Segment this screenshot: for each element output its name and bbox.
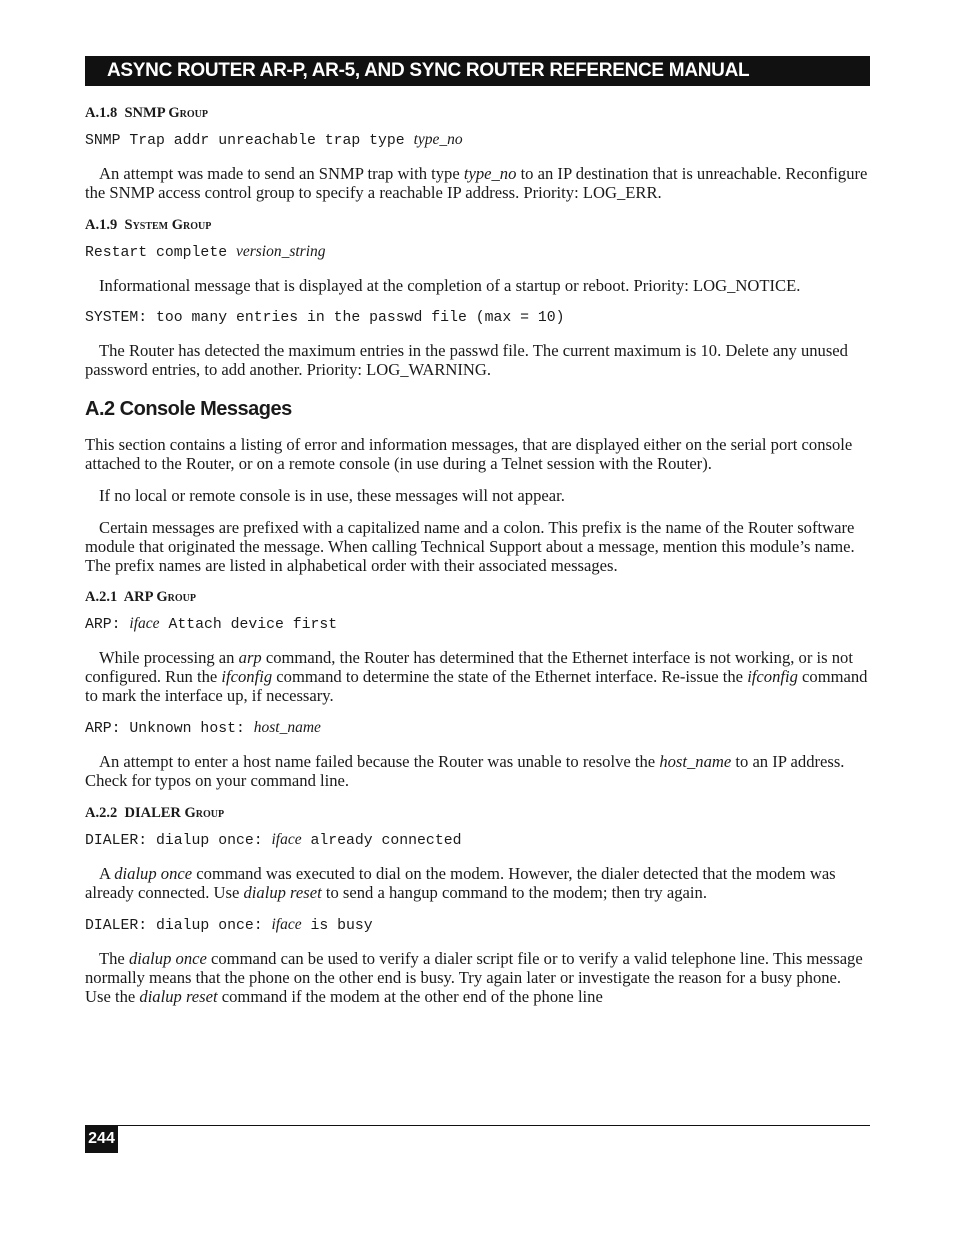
- message-code: [85, 718, 870, 739]
- message-code: [85, 915, 870, 936]
- message-code: [85, 308, 870, 328]
- paragraph: This section contains a listing of error and information messages, that are displayed either on the serial port console attached to the Router, or on a remote console (in use during a Telnet session with the Router).: [85, 435, 853, 473]
- subsection-name-smallcaps: roup: [195, 805, 225, 821]
- subsection-name-s: S: [124, 217, 133, 233]
- subsection-name: ARP G: [123, 589, 168, 605]
- message-description: Informational message that is displayed at the completion of a startup or reboot. Priority: LOG_NOTICE.: [99, 276, 801, 295]
- subsection-number: A.1.9: [85, 217, 118, 233]
- message-code: [85, 830, 870, 851]
- message-code-text: SNMP Trap addr unreachable trap type: [85, 133, 405, 149]
- desc-variable: dialup once: [128, 949, 207, 968]
- message-variable: type_no: [413, 131, 463, 148]
- subsection-heading-a22: [85, 804, 870, 822]
- desc-variable: ifconfig: [221, 667, 273, 686]
- desc-text: An attempt was made to send an SNMP trap with type: [99, 164, 460, 183]
- message-code-text: ARP:: [85, 617, 121, 633]
- message-code-text: ARP: Unknown host:: [85, 721, 245, 737]
- desc-variable: type_no: [463, 164, 517, 183]
- subsection-heading-a19: [85, 216, 870, 234]
- subsection-name-smallcaps: roup: [183, 217, 212, 233]
- message-code-text: SYSTEM: too many entries in the passwd file (max = 10): [85, 310, 565, 326]
- desc-text: command to determine the state of the Ethernet interface. Re-issue the: [276, 667, 744, 686]
- subsection-name-g: G: [171, 217, 184, 233]
- desc-text: command, the Router has determined that the Ethernet interface is not working, or is not configured. Run the: [85, 648, 853, 686]
- subsection-number: A.2.1: [85, 589, 118, 605]
- message-variable: iface: [271, 831, 302, 848]
- desc-text: An attempt to enter a host name failed because the Router was unable to resolve the: [99, 752, 656, 771]
- message-code: [85, 614, 870, 635]
- message-code: [85, 130, 870, 151]
- message-variable: iface: [271, 916, 302, 933]
- desc-variable: arp: [238, 648, 262, 667]
- message-variable: host_name: [253, 719, 321, 736]
- desc-variable: dialup once: [114, 864, 193, 883]
- desc-variable: dialup reset: [139, 987, 218, 1006]
- message-code-text: Attach device first: [168, 617, 338, 633]
- message-description: [85, 949, 870, 1006]
- subsection-name-smallcaps: Group: [168, 105, 208, 121]
- message-variable: iface: [129, 615, 160, 632]
- paragraph: Certain messages are prefixed with a capitalized name and a colon. This prefix is the name of the Router software module that originated the message. When calling Technical Support about a message, mention this module’s name. The prefix names are listed in alphabetical order with their associated messages.: [85, 518, 855, 575]
- subsection-heading-a21: [85, 588, 870, 606]
- desc-text: to an IP destination that is unreachable. Reconfigure the SNMP access control group to specify a reachable IP address. Priority: LOG_ERR.: [85, 164, 868, 202]
- desc-text: command was executed to dial on the modem. However, the dialer detected that the modem was already connected. Use: [85, 864, 836, 902]
- desc-variable: host_name: [659, 752, 732, 771]
- message-code-text: Restart complete: [85, 245, 228, 261]
- message-description: [85, 648, 870, 705]
- message-description: The Router has detected the maximum entries in the passwd file. The current maximum is 10. Delete any unused password entries, to add another. Priority: LOG_WARNING.: [85, 341, 848, 379]
- paragraph: If no local or remote console is in use, these messages will not appear.: [99, 486, 565, 505]
- footer-rule: [85, 1125, 870, 1126]
- page-content: [85, 104, 870, 1019]
- desc-text: command to mark the interface up, if necessary.: [85, 667, 868, 705]
- desc-text: While processing an: [99, 648, 235, 667]
- subsection-number: A.2.2: [85, 805, 118, 821]
- desc-text: to send a hangup command to the modem; then try again.: [325, 883, 707, 902]
- message-description: [85, 752, 870, 790]
- desc-text: A: [99, 864, 111, 883]
- subsection-name: DIALER G: [124, 805, 196, 821]
- page-number: 244: [85, 1125, 118, 1153]
- desc-variable: dialup reset: [243, 883, 322, 902]
- message-description: [85, 164, 870, 202]
- message-variable: version_string: [235, 243, 326, 260]
- message-description: [85, 864, 870, 902]
- desc-variable: ifconfig: [747, 667, 798, 686]
- message-code-text: is busy: [310, 918, 373, 934]
- message-code: [85, 242, 870, 263]
- section-heading: A.2 Console Messages: [85, 398, 292, 420]
- subsection-number: A.1.8: [85, 105, 118, 121]
- desc-text: command if the modem at the other end of the phone line: [221, 987, 603, 1006]
- subsection-name-smallcaps: roup: [167, 589, 196, 605]
- message-code-text: already connected: [310, 833, 462, 849]
- desc-text: The: [99, 949, 125, 968]
- subsection-name: SNMP: [124, 105, 165, 121]
- running-header: ASYNC ROUTER AR-P, AR-5, AND SYNC ROUTER REFERENCE MANUAL: [85, 56, 870, 86]
- message-code-text: DIALER: dialup once:: [85, 833, 263, 849]
- desc-text: to an IP address. Check for typos on your command line.: [85, 752, 845, 790]
- message-code-text: DIALER: dialup once:: [85, 918, 263, 934]
- subsection-name-smallcaps: ystem: [132, 217, 169, 233]
- subsection-heading-a18: [85, 104, 870, 122]
- desc-text: command can be used to verify a dialer script file or to verify a valid telephone line. This message normally means that the phone on the other end is busy. Try again later or investigate the reason for a busy phone. Use the: [85, 949, 863, 1006]
